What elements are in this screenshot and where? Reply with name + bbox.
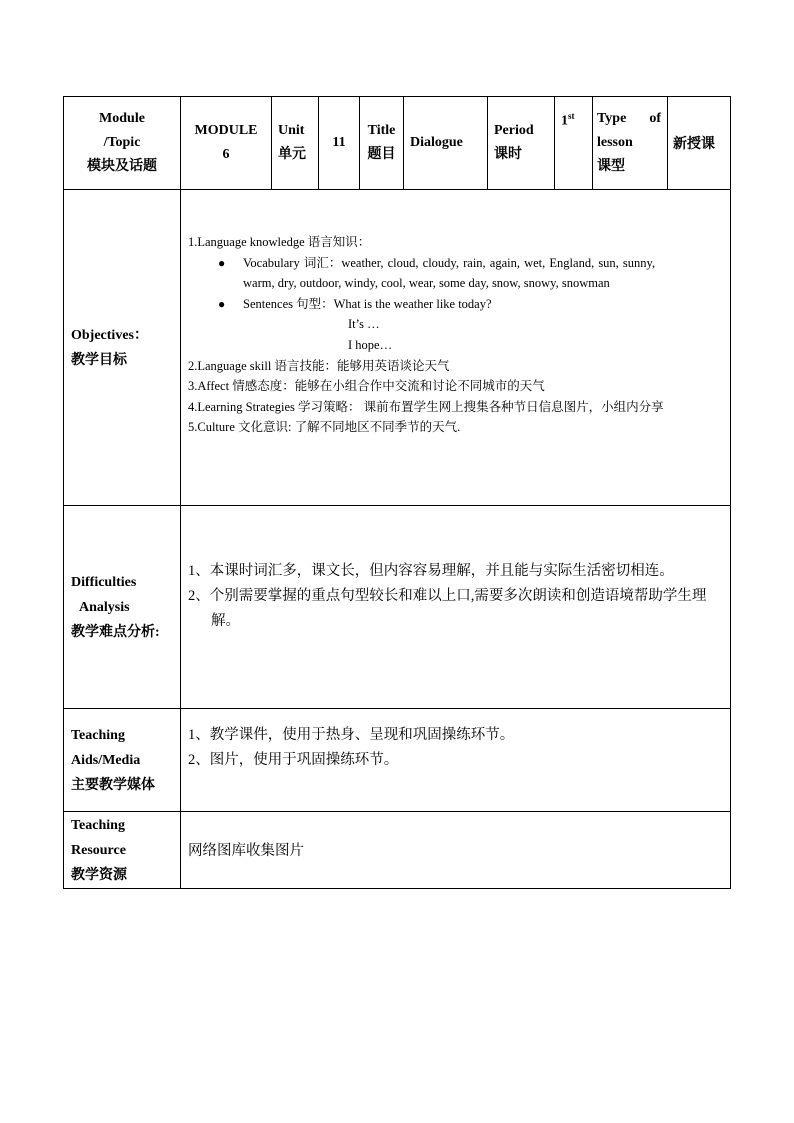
objectives-line-5: 5.Culture 文化意识: 了解不同地区不同季节的天气. xyxy=(188,420,461,435)
difficulties-label-en1: Difficulties xyxy=(71,574,137,590)
title-value: Dialogue xyxy=(410,135,463,150)
unit-value: 11 xyxy=(332,135,346,150)
aids-item-2: 2、图片，使用于巩固操练环节。 xyxy=(188,752,399,768)
objectives-row xyxy=(64,190,731,506)
title-label-cell xyxy=(360,97,404,190)
period-value: 1 xyxy=(561,113,568,129)
period-label-cell xyxy=(488,97,555,190)
resource-label-en1: Teaching xyxy=(71,817,125,833)
vocabulary-line-1: Vocabulary 词汇：weather, cloud, cloudy, rain, again, wet, England, sun, sunny, xyxy=(243,255,656,270)
type-label-en2: lesson xyxy=(597,135,633,150)
period-value-sup: st xyxy=(568,111,575,121)
sentence-example-3: I hope… xyxy=(348,337,393,352)
aids-item-1: 1、教学课件，使用于热身、呈现和巩固操练环节。 xyxy=(188,727,515,743)
vocabulary-line-2: warm, dry, outdoor, windy, cool, wear, some day, snow, snowy, snowman xyxy=(243,276,610,291)
difficulties-content xyxy=(181,506,730,634)
objectives-label-cn: 教学目标 xyxy=(71,352,127,368)
module-label-cell xyxy=(64,97,181,190)
objectives-line-3: 3.Affect 情感态度：能够在小组合作中交流和讨论不同城市的天气 xyxy=(188,379,545,394)
type-label-cn: 课型 xyxy=(597,159,625,174)
period-value-cell xyxy=(555,97,593,190)
module-label-en1: Module xyxy=(99,111,145,126)
difficulties-label-cn: 教学难点分析: xyxy=(71,624,160,640)
aids-label-en1: Teaching xyxy=(71,727,125,743)
aids-row xyxy=(64,709,731,812)
title-value-cell xyxy=(404,97,488,190)
resource-content-cell xyxy=(181,812,731,889)
module-value-cell xyxy=(181,97,272,190)
type-value-cell xyxy=(668,97,731,190)
bullet-dot-icon: ● xyxy=(218,255,226,270)
objectives-line-4: 4.Learning Strategies 学习策略： 课前布置学生网上搜集各种节日信息图片，小组内分享 xyxy=(188,399,664,414)
resource-value: 网络图库收集图片 xyxy=(188,843,304,859)
title-label-cn: 题目 xyxy=(367,147,396,162)
objectives-bullet-sentences xyxy=(188,294,724,315)
unit-value-cell xyxy=(319,97,360,190)
type-label-cell xyxy=(593,97,668,190)
objectives-bullet-vocabulary xyxy=(188,253,724,294)
period-label-en: Period xyxy=(494,123,534,138)
resource-label-cell xyxy=(64,812,181,889)
objectives-label-cell xyxy=(64,190,181,506)
unit-label-cell xyxy=(272,97,319,190)
resource-label-cn: 教学资源 xyxy=(71,867,127,883)
title-label-en: Title xyxy=(367,123,396,138)
aids-content-cell xyxy=(181,709,731,812)
unit-label-cn: 单元 xyxy=(278,147,306,162)
type-label-line1 xyxy=(597,107,667,131)
period-label-cn: 课时 xyxy=(494,147,522,162)
sentences-line: Sentences 句型：What is the weather like today? xyxy=(243,296,492,311)
aids-label-cn: 主要教学媒体 xyxy=(71,777,155,793)
type-label-en1a: Type xyxy=(597,111,627,126)
difficulty-item-1: 1、本课时词汇多，课文长，但内容容易理解，并且能与实际生活密切相连。 xyxy=(188,563,674,579)
difficulty-item-2: 2、个别需要掌握的重点句型较长和难以上口,需要多次朗读和创造语境帮助学生理解。 xyxy=(188,588,707,629)
difficulties-label-cell xyxy=(64,506,181,709)
objectives-content xyxy=(181,190,730,438)
difficulties-row xyxy=(64,506,731,709)
module-value-2: 6 xyxy=(222,147,230,162)
header-row xyxy=(64,97,731,190)
objectives-content-cell xyxy=(181,190,731,506)
aids-content xyxy=(181,709,730,773)
objectives-label-en: Objectives： xyxy=(71,327,148,343)
difficulties-label-en2: Analysis xyxy=(79,599,130,615)
module-label-en2: /Topic xyxy=(103,135,141,150)
module-value-1: MODULE xyxy=(194,123,258,138)
unit-label-en: Unit xyxy=(278,123,305,138)
objectives-line-1: 1.Language knowledge 语言知识： xyxy=(188,235,371,249)
type-value: 新授课 xyxy=(673,137,715,152)
aids-label-en2: Aids/Media xyxy=(71,752,141,768)
resource-row xyxy=(64,812,731,889)
module-label-cn: 模块及话题 xyxy=(87,159,157,174)
lesson-plan-table xyxy=(63,96,731,889)
resource-label-en2: Resource xyxy=(71,842,126,858)
aids-label-cell xyxy=(64,709,181,812)
sentence-example-2: It’s … xyxy=(348,317,380,332)
type-label-en1b: of xyxy=(649,111,661,126)
objectives-line-2: 2.Language skill 语言技能：能够用英语谈论天气 xyxy=(188,358,450,373)
bullet-dot-icon: ● xyxy=(218,296,226,311)
difficulties-content-cell xyxy=(181,506,731,709)
